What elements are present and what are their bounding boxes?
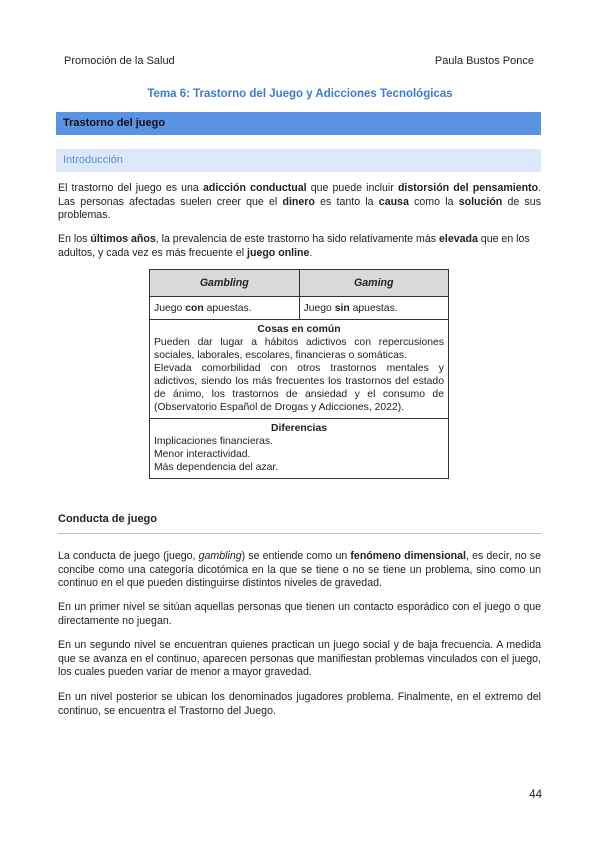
common-features-cell — [150, 320, 449, 419]
gaming-cell: Juego sin apuestas. — [299, 297, 449, 320]
conducta-paragraph-1: La conducta de juego (juego, gambling) se entiende como un fenómeno dimensional, es decir, no se concibe como una categoría dicotómica en la que se tiene o no se tiene un problema, sino como un continuo en el que pueden distinguirse distintos niveles de gravedad. — [58, 550, 541, 590]
gambling-cell: Juego con apuestas. — [150, 297, 300, 320]
intro-paragraph-1: El trastorno del juego es una adicción conductual que puede incluir distorsión del pensamiento. Las personas afectadas suelen creer que el dinero es tanto la causa como la solución de sus problemas. — [58, 182, 542, 222]
differences-title: Diferencias — [270, 423, 328, 434]
difference-item: Implicaciones financieras. — [154, 436, 273, 447]
common-features-title: Cosas en común — [257, 324, 341, 335]
table-header-row — [150, 270, 449, 297]
comparison-table — [149, 269, 449, 479]
conducta-paragraph-2: En un primer nivel se sitúan aquellas personas que tienen un contacto esporádico con el juego o que directamente no juegan. — [58, 601, 541, 627]
difference-item: Más dependencia del azar. — [154, 462, 279, 473]
header-author-name: Paula Bustos Ponce — [434, 55, 534, 67]
table-header-gambling: Gambling — [150, 270, 300, 297]
table-row — [150, 419, 449, 479]
conducta-paragraph-4: En un nivel posterior se ubican los denominados jugadores problema. Finalmente, en el extremo del continuo, se encuentra el Trastorno del Juego. — [58, 691, 541, 717]
header-course-name: Promoción de la Salud — [64, 55, 175, 67]
table-row — [150, 320, 449, 419]
divider — [58, 533, 541, 534]
intro-paragraph-2: En los últimos años, la prevalencia de este trastorno ha sido relativamente más elevada que en los adultos, y cada vez es más frecuente el juego online. — [58, 233, 530, 259]
table-row — [150, 297, 449, 320]
table-header-gaming: Gaming — [299, 270, 449, 297]
conducta-paragraph-3: En un segundo nivel se encuentran quienes practican un juego social y de baja frecuencia. A medida que se avanza en el continuo, aparecen personas que manifiestan problemas vinculados con el juego, los cuales pueden variar de menor a mayor gravedad. — [58, 639, 541, 679]
difference-item: Menor interactividad. — [154, 449, 251, 460]
differences-cell — [150, 419, 449, 479]
section-heading: Trastorno del juego — [56, 112, 541, 135]
conducta-heading: Conducta de juego — [58, 513, 157, 525]
subsection-heading: Introducción — [56, 149, 541, 172]
common-feature-item: Elevada comorbilidad con otros trastornos mentales y adictivos, siendo los más frecuentes los trastornos del estado de ánimo, los trastornos de ansiedad y el consumo de (Observatorio Español de Drogas y Adicciones, 2022). — [154, 363, 444, 413]
page-title: Tema 6: Trastorno del Juego y Adicciones Tecnológicas — [147, 88, 453, 100]
common-feature-item: Pueden dar lugar a hábitos adictivos con repercusiones sociales, laborales, escolares, financieras o somáticas. — [154, 337, 444, 361]
page-number: 44 — [529, 789, 542, 801]
